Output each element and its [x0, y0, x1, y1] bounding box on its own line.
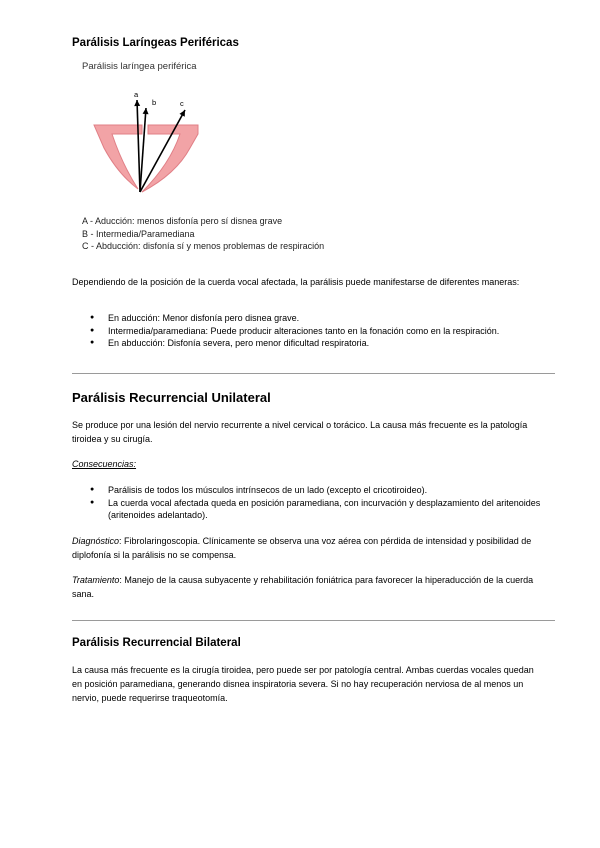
arrow-label-a: a [134, 90, 139, 99]
section-heading-unilateral: Parálisis Recurrencial Unilateral [72, 390, 271, 405]
vocal-cord-paralysis-figure [88, 74, 203, 204]
list-item: ● Parálisis de todos los músculos intrínsecos de un lado (excepto el cricotiroideo). [90, 484, 550, 497]
tratamiento-label: Tratamiento [72, 575, 120, 585]
list-item: ● En abducción: Disfonía severa, pero menor dificultad respiratoria. [90, 337, 550, 350]
section-heading-bilateral: Parálisis Recurrencial Bilateral [72, 637, 241, 649]
section1-intro: Dependiendo de la posición de la cuerda vocal afectada, la parálisis puede manifestarse de diferentes maneras: [72, 277, 520, 287]
diagnostico-text: : Fibrolaringoscopia. Clínicamente se observa una voz aérea con pérdida de intensidad y posibilidad de diplofonía si la parálisis no se compensa. [72, 536, 532, 560]
section1-bullet-list [90, 312, 550, 350]
list-item: ● Intermedia/paramediana: Puede producir alteraciones tanto en la fonación como en la respiración. [90, 325, 550, 338]
list-item: ● En aducción: Menor disfonía pero disnea grave. [90, 312, 550, 325]
figure-title: Parálisis laríngea periférica [82, 61, 197, 72]
section-heading-paralisis-laringeas: Parálisis Laríngeas Periféricas [72, 37, 239, 49]
figure-legend [82, 215, 324, 253]
section2-bullet-list [90, 484, 550, 522]
consecuencias-label-line [72, 457, 542, 471]
divider [72, 373, 555, 374]
consecuencias-label: Consecuencias: [72, 459, 137, 469]
diagnostico-paragraph [72, 534, 542, 562]
legend-item-b: B - Intermedia/Paramediana [82, 228, 195, 239]
diagnostico-label: Diagnóstico [72, 536, 120, 546]
tratamiento-text: : Manejo de la causa subyacente y rehabilitación foniátrica para favorecer la hiperaducción de la cuerda sana. [72, 575, 534, 599]
legend-item-c: C - Abducción: disfonía sí y menos problemas de respiración [82, 241, 325, 251]
arrow-label-b: b [152, 98, 157, 107]
divider [72, 620, 555, 621]
arrow-label-c: c [180, 99, 184, 108]
section2-intro: Se produce por una lesión del nervio recurrente a nivel cervical o torácico. La causa más frecuente es la patología tiroidea y su cirugía. [72, 420, 528, 444]
tratamiento-paragraph [72, 573, 542, 601]
section3-text: La causa más frecuente es la cirugía tiroidea, pero puede ser por patología central. Ambas cuerdas vocales quedan en posición paramediana, generando disnea inspiratoria severa. Si no hay recuperación nerviosa de al menos un nervio, puede requerirse traqueotomía. [72, 665, 534, 703]
legend-item-a: A - Aducción: menos disfonía pero sí disnea grave [82, 216, 283, 226]
list-item: ● La cuerda vocal afectada queda en posición paramediana, con incurvación y desplazamiento del aritenoides (aritenoides adelantado). [90, 497, 550, 522]
